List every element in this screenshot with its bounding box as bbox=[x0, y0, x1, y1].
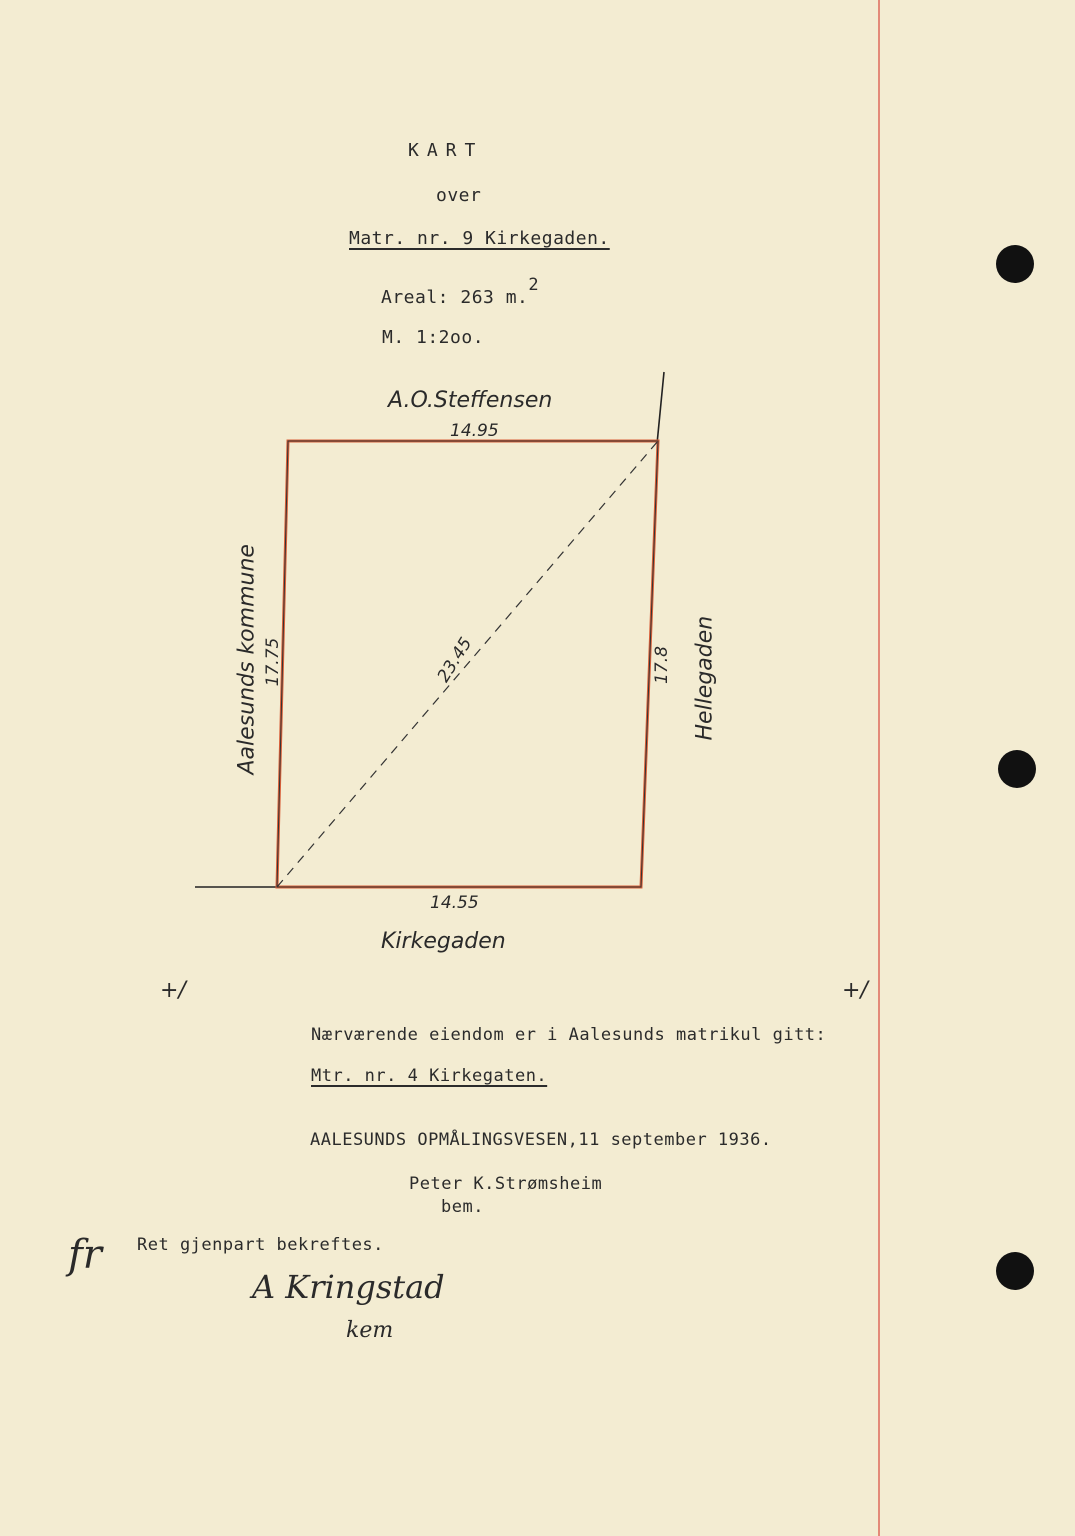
bottom-length-label: 14.55 bbox=[430, 893, 479, 913]
punch-hole-bottom bbox=[996, 1252, 1034, 1290]
over-label: over bbox=[436, 185, 482, 206]
signer-name: Peter K.Strømsheim bbox=[409, 1174, 603, 1194]
boundary-line-north-east bbox=[657, 372, 664, 444]
south-street-label: Kirkegaden bbox=[381, 929, 506, 954]
diagonal-line bbox=[277, 441, 658, 887]
east-length-label: 17.8 bbox=[652, 646, 672, 684]
west-length-label: 17.75 bbox=[263, 637, 283, 687]
document-title: KART bbox=[408, 140, 484, 161]
area-text: Areal: 263 m. bbox=[381, 287, 529, 308]
scale-label: M. 1:2oo. bbox=[382, 327, 485, 348]
handwritten-signature: A Kringstad bbox=[252, 1268, 445, 1306]
certification-line: Ret gjenpart bekreftes. bbox=[137, 1235, 384, 1255]
area-superscript: 2 bbox=[528, 275, 540, 295]
property-title: Matr. nr. 9 Kirkegaden. bbox=[349, 228, 610, 249]
top-length-label: 14.95 bbox=[450, 421, 499, 441]
mark-right: +/ bbox=[842, 978, 868, 1003]
west-neighbor-label: Aalesunds kommune bbox=[234, 544, 260, 775]
north-neighbor-label: A.O.Steffensen bbox=[388, 388, 553, 413]
new-registry-number: Mtr. nr. 4 Kirkegaten. bbox=[311, 1066, 548, 1086]
east-street-label: Hellegaden bbox=[692, 615, 718, 741]
registry-statement: Nærværende eiendom er i Aalesunds matrikul gitt: bbox=[311, 1025, 827, 1045]
signer-title: bem. bbox=[441, 1197, 484, 1217]
diagonal-length-label: 23.45 bbox=[433, 634, 477, 686]
handwritten-signature-title: kem bbox=[346, 1318, 394, 1343]
mark-left: +/ bbox=[160, 978, 186, 1003]
signature-initials: fr bbox=[68, 1232, 102, 1278]
office-date-line: AALESUNDS OPMÅLINGSVESEN,11 september 1936. bbox=[310, 1130, 772, 1150]
